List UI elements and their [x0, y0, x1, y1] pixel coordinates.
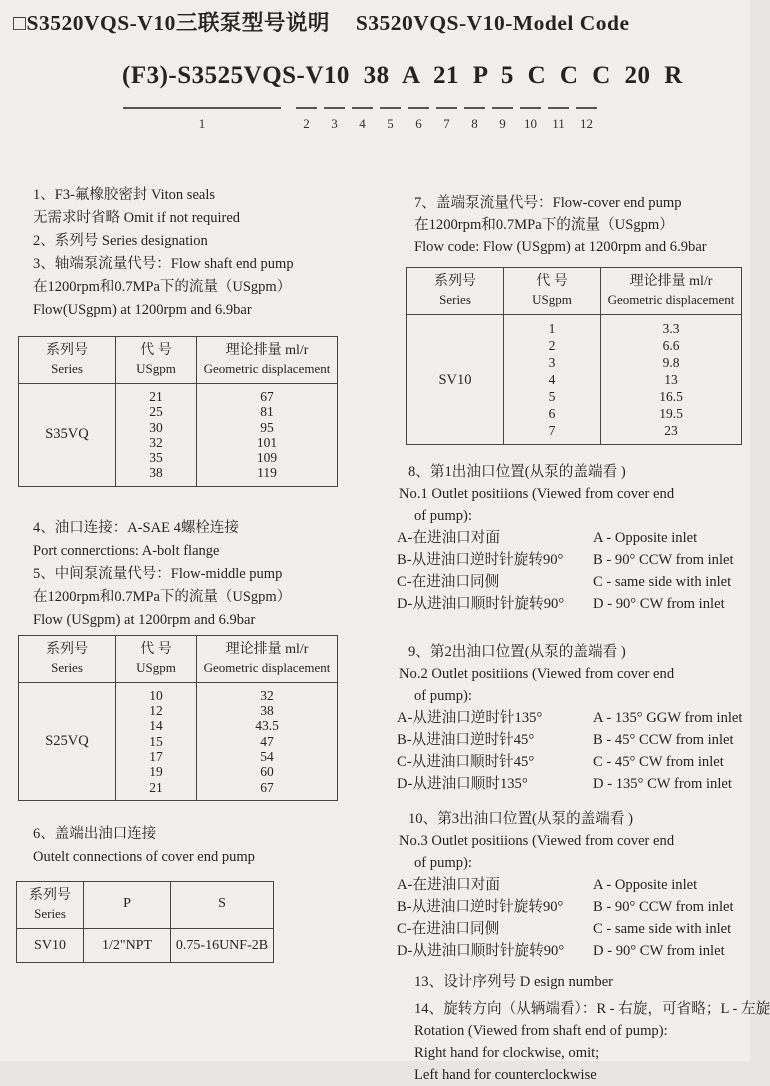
option-cn: B-从进油口逆时针旋转90° [397, 552, 564, 568]
option-row [397, 773, 747, 795]
option-row [397, 593, 747, 615]
table-header-row [407, 268, 742, 315]
displacement-value: 67 [260, 389, 274, 404]
code-value: 7 [548, 423, 556, 438]
header-series [407, 268, 504, 315]
item-9-outlet2-position [397, 641, 747, 707]
option-cn: D-从进油口顺时135° [397, 776, 528, 792]
code-segment [576, 107, 597, 132]
header-cn: 系列号 [46, 641, 88, 657]
header-en: USgpm [136, 361, 176, 376]
header-code [116, 337, 197, 384]
segment-underline [548, 107, 569, 109]
model-code-block [0, 62, 750, 132]
option-en: D - 90° CW from inlet [593, 596, 725, 612]
option-en: C - 45° CW from inlet [593, 754, 724, 770]
item-2-series-designation [16, 230, 392, 253]
header-en: Series [51, 361, 83, 376]
left-column [16, 184, 392, 963]
item-14-rotation [397, 998, 770, 1086]
table-body-row [407, 315, 742, 445]
header-displacement [197, 635, 338, 682]
displacement-values [197, 682, 338, 800]
header-displacement [601, 268, 742, 315]
segment-underline [520, 107, 541, 109]
page-title-cn: □S3520VQS-V10三联泵型号说明 [13, 11, 330, 35]
option-row [397, 571, 747, 593]
displacement-values [601, 315, 742, 445]
header-cn: 代 号 [140, 641, 172, 657]
text-line: 14、旋转方向（从辆端看）：R - 右旋，可省略；L - 左旋 [414, 1001, 770, 1017]
header-code [504, 268, 601, 315]
displacement-value: 54 [260, 748, 274, 764]
text-line: 7、盖端泵流量代号：Flow-cover end pump [414, 195, 682, 211]
displacement-value: 60 [260, 764, 274, 780]
code-value: 30 [149, 419, 163, 435]
text-line: Rotation (Viewed from shaft end of pump): [414, 1023, 668, 1039]
cover-end-flow-table [406, 267, 742, 445]
header-cn: 系列号 [46, 343, 88, 358]
text-line: No.1 Outlet positiions (Viewed from cover end [399, 486, 675, 502]
option-cn: C-在进油口同侧 [397, 574, 500, 590]
text-line: Flow(USgpm) at 1200rpm and 6.9bar [33, 302, 252, 318]
header-cn: 代 号 [536, 274, 568, 289]
header-en: USgpm [532, 292, 572, 307]
text-line: of pump): [414, 508, 472, 524]
header-displacement [197, 337, 338, 384]
segment-underline [352, 107, 373, 109]
header-cn: P [123, 896, 131, 912]
code-value: 10 [149, 687, 163, 703]
header-code [116, 635, 197, 682]
option-row [397, 707, 747, 729]
code-segment [548, 107, 569, 132]
segment-number: 3 [331, 116, 338, 131]
option-en: C - same side with inlet [593, 921, 732, 937]
outlet2-options [397, 707, 747, 795]
displacement-value: 16.5 [659, 389, 683, 404]
option-cn: C-从进油口顺时针45° [397, 754, 535, 770]
code-values [504, 315, 601, 445]
table-header-row [19, 635, 338, 682]
item-1-viton-seals [16, 184, 392, 230]
p-connection-cell: 1/2"NPT [84, 928, 171, 962]
series-cell: S35VQ [19, 384, 116, 487]
code-value: 25 [149, 404, 163, 420]
code-value: 17 [149, 748, 163, 764]
text-line: Flow (USgpm) at 1200rpm and 6.9bar [33, 611, 256, 628]
option-cn: A-从进油口逆时针135° [397, 710, 543, 726]
segment-underline [123, 107, 281, 109]
text-line: Outelt connections of cover end pump [33, 848, 255, 865]
option-row [397, 751, 747, 773]
option-row [397, 874, 747, 896]
option-en: A - 135° GGW from inlet [593, 710, 743, 726]
code-segment [123, 107, 281, 132]
displacement-value: 95 [260, 419, 274, 435]
option-cn: B-从进油口逆时针45° [397, 732, 535, 748]
code-value: 15 [149, 733, 163, 749]
header-series [19, 337, 116, 384]
displacement-value: 38 [260, 703, 274, 719]
code-value: 4 [548, 372, 556, 387]
displacement-value: 19.5 [659, 406, 683, 421]
displacement-value: 6.6 [662, 338, 680, 353]
model-code-segments [0, 107, 750, 132]
option-en: A - Opposite inlet [593, 877, 698, 893]
displacement-value: 13 [664, 372, 678, 387]
segment-number: 4 [359, 116, 366, 131]
header-en: USgpm [136, 659, 176, 675]
displacement-value: 43.5 [255, 718, 279, 734]
text-line: Left hand for counterclockwise [414, 1067, 597, 1083]
item-10-outlet3-position [397, 808, 747, 874]
code-segment [380, 107, 401, 132]
segment-underline [464, 107, 485, 109]
code-value: 21 [149, 389, 163, 404]
item-7-flow-cover-end [397, 192, 747, 258]
text-line: No.2 Outlet positiions (Viewed from cover end [399, 666, 675, 682]
text-line: 2、系列号 Series designation [33, 233, 208, 249]
item-13-design-number [397, 971, 747, 993]
text-line: 6、盖端出油口连接 [33, 825, 157, 842]
table-body-row [19, 682, 338, 800]
item-4-port-connections [16, 517, 392, 563]
segment-number: 7 [443, 116, 450, 131]
option-row [397, 940, 747, 962]
code-value: 19 [149, 764, 163, 780]
code-values [116, 384, 197, 487]
code-segment [464, 107, 485, 132]
code-segment [352, 107, 373, 132]
option-en: C - same side with inlet [593, 574, 732, 590]
text-line: 4、油口连接：A-SAE 4螺栓连接 [33, 519, 239, 536]
segment-underline [576, 107, 597, 109]
page-title-en: S3520VQS-V10-Model Code [355, 11, 630, 35]
table-header-row [19, 337, 338, 384]
displacement-value: 3.3 [662, 321, 680, 336]
outlet3-options [397, 874, 747, 962]
option-en: B - 45° CCW from inlet [593, 732, 734, 748]
text-line: 在1200rpm和0.7MPa下的流量（USgpm） [414, 217, 674, 233]
option-row [397, 549, 747, 571]
text-line: 在1200rpm和0.7MPa下的流量（USgpm） [33, 279, 292, 295]
option-cn: C-在进油口同侧 [397, 921, 500, 937]
text-line: 8、第1出油口位置(从泵的盖端看 ) [408, 464, 626, 480]
segment-number: 8 [471, 116, 478, 131]
displacement-value: 67 [260, 779, 274, 795]
option-cn: A-在进油口对面 [397, 877, 500, 893]
item-3-flow-shaft-end [16, 253, 392, 322]
header-p [84, 881, 171, 928]
header-cn: 理论排量 ml/r [629, 274, 713, 289]
text-line: Port connerctions: A-bolt flange [33, 542, 220, 559]
displacement-value: 9.8 [662, 355, 680, 370]
segment-underline [296, 107, 317, 109]
option-en: D - 135° CW from inlet [593, 776, 732, 792]
segment-number: 9 [499, 116, 506, 131]
header-en: Series [34, 905, 66, 921]
code-value: 35 [149, 450, 163, 466]
code-value: 12 [149, 703, 163, 719]
text-line: 5、中间泵流量代号：Flow-middle pump [33, 565, 283, 582]
page-title [13, 6, 630, 37]
series-cell: SV10 [17, 928, 84, 962]
header-en: Geometric displacement [607, 292, 735, 307]
code-segment [408, 107, 429, 132]
header-cn: 理论排量 ml/r [225, 343, 309, 358]
table-header-row [17, 881, 274, 928]
header-en: Series [439, 292, 471, 307]
segment-number: 10 [524, 116, 537, 131]
segment-number: 11 [552, 116, 565, 131]
segment-number: 12 [580, 116, 593, 131]
option-en: B - 90° CCW from inlet [593, 899, 734, 915]
middle-pump-flow-table [18, 635, 338, 801]
text-line: of pump): [414, 688, 472, 704]
displacement-value: 47 [260, 733, 274, 749]
option-row [397, 729, 747, 751]
segment-number: 1 [198, 116, 206, 131]
segment-underline [408, 107, 429, 109]
code-segment [492, 107, 513, 132]
table-body-row [19, 384, 338, 487]
header-en: Series [51, 659, 83, 675]
segment-underline [380, 107, 401, 109]
item-6-cover-end-outlet [16, 823, 392, 869]
header-cn: 代 号 [140, 343, 172, 358]
code-value: 3 [548, 355, 556, 370]
option-cn: A-在进油口对面 [397, 530, 500, 546]
item-5-flow-middle-pump [16, 563, 392, 632]
text-line: 10、第3出油口位置(从泵的盖端看 ) [408, 811, 633, 827]
table-body-row [17, 928, 274, 962]
option-row [397, 896, 747, 918]
header-series [17, 881, 84, 928]
text-line: of pump): [414, 855, 472, 871]
segment-underline [436, 107, 457, 109]
text-line: 在1200rpm和0.7MPa下的流量（USgpm） [33, 588, 292, 605]
code-segment [324, 107, 345, 132]
displacement-value: 101 [256, 434, 278, 450]
code-value: 14 [149, 718, 163, 734]
code-segment [520, 107, 541, 132]
text-line: Flow code: Flow (USgpm) at 1200rpm and 6.9bar [414, 239, 707, 255]
option-row [397, 918, 747, 940]
displacement-value: 23 [664, 423, 678, 438]
option-cn: D-从进油口顺时针旋转90° [397, 596, 565, 612]
code-value: 2 [548, 338, 556, 353]
option-cn: B-从进油口逆时针旋转90° [397, 899, 564, 915]
text-line: 无需求时省略 Omit if not required [33, 210, 240, 226]
series-cell: S25VQ [19, 682, 116, 800]
outlet1-options [397, 527, 747, 615]
item-8-outlet1-position [397, 461, 747, 527]
model-code: (F3)-S3525VQS-V10 38 A 21 P 5 C C C 20 R [122, 62, 683, 89]
header-cn: 系列号 [434, 274, 476, 289]
header-cn: 系列号 [29, 887, 71, 903]
code-values [116, 682, 197, 800]
displacement-value: 109 [256, 450, 278, 466]
option-en: A - Opposite inlet [593, 530, 698, 546]
displacement-value: 119 [257, 465, 277, 481]
displacement-value: 32 [260, 687, 274, 703]
segment-number: 6 [415, 116, 422, 131]
code-value: 32 [149, 434, 163, 450]
option-cn: D-从进油口顺时针旋转90° [397, 943, 565, 959]
text-line: 1、F3-氟橡胶密封 Viton seals [33, 187, 215, 203]
segment-underline [324, 107, 345, 109]
text-line: 9、第2出油口位置(从泵的盖端看 ) [408, 644, 626, 660]
s-connection-cell: 0.75-16UNF-2B [171, 928, 274, 962]
segment-number: 2 [303, 116, 310, 131]
header-cn: 理论排量 ml/r [225, 641, 309, 657]
header-en: Geometric displacement [203, 659, 331, 675]
header-cn: S [218, 896, 226, 912]
series-cell: SV10 [407, 315, 504, 445]
code-segment [296, 107, 317, 132]
shaft-end-flow-table [18, 336, 338, 487]
text-line: Right hand for clockwise, omit; [414, 1045, 600, 1061]
displacement-value: 81 [260, 404, 274, 420]
option-en: D - 90° CW from inlet [593, 943, 725, 959]
text-line: 3、轴端泵流量代号：Flow shaft end pump [33, 256, 294, 272]
code-value: 6 [548, 406, 556, 421]
right-column [397, 192, 770, 1086]
code-segment [436, 107, 457, 132]
displacement-values [197, 384, 338, 487]
code-value: 5 [548, 389, 556, 404]
text-line: No.3 Outlet positiions (Viewed from cover end [399, 833, 675, 849]
option-en: B - 90° CCW from inlet [593, 552, 734, 568]
code-value: 38 [149, 465, 163, 481]
code-value: 21 [149, 779, 163, 795]
header-series [19, 635, 116, 682]
segment-number: 5 [387, 116, 394, 131]
segment-underline [492, 107, 513, 109]
code-value: 1 [548, 321, 556, 336]
option-row [397, 527, 747, 549]
header-en: Geometric displacement [203, 361, 331, 376]
header-s [171, 881, 274, 928]
cover-end-outlet-table [16, 881, 274, 963]
text-line: 13、设计序列号 D esign number [414, 974, 614, 990]
